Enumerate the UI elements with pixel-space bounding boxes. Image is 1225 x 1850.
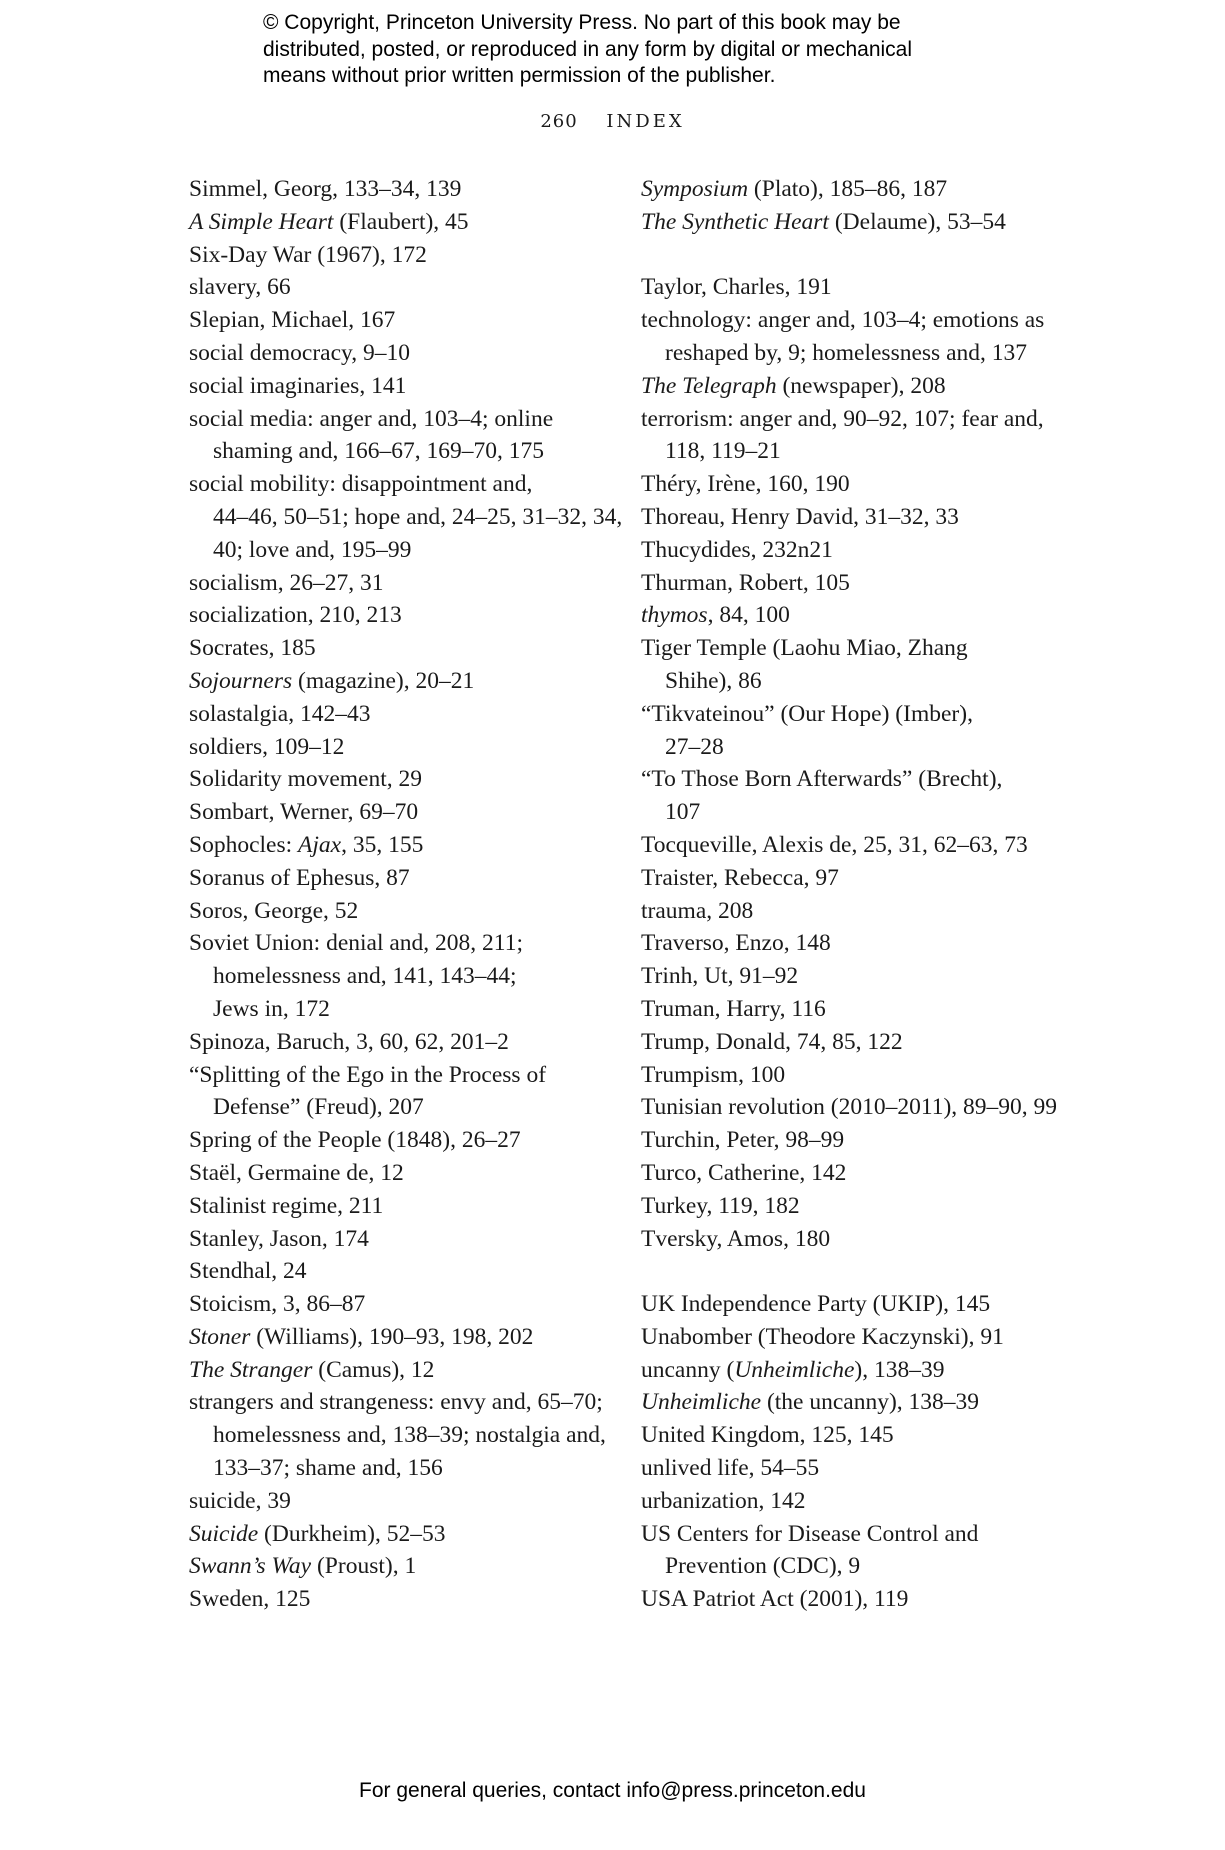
index-entry-line: [189, 1223, 609, 1256]
index-entry-line: [641, 567, 1071, 600]
index-entry: [641, 895, 1071, 928]
entry-text: Trump, Donald, 74, 85, 122: [641, 1028, 903, 1055]
index-entry: [641, 1288, 1071, 1321]
index-entry-line: [641, 370, 1071, 403]
entry-text: Staël, Germaine de, 12: [189, 1159, 404, 1186]
index-entry-line: [189, 271, 609, 304]
index-entry-continuation: 133–37; shame and, 156: [213, 1455, 443, 1482]
index-entry-line: [189, 698, 609, 731]
index-entry-line: [189, 1354, 609, 1387]
entry-text: strangers and strangeness: envy and, 65–70;: [189, 1389, 603, 1416]
index-entry-line: [189, 1124, 609, 1157]
entry-text: Taylor, Charles, 191: [641, 274, 832, 301]
entry-text: Turchin, Peter, 98–99: [641, 1127, 845, 1154]
index-entry-line: [189, 1288, 609, 1321]
index-entry-line: [189, 1157, 609, 1190]
index-entry-line: [641, 206, 1071, 239]
index-entry-line: [641, 1321, 1071, 1354]
entry-text: (Durkheim), 52–53: [258, 1520, 446, 1547]
index-entry-line: [641, 763, 1071, 796]
index-entry-line: [641, 173, 1071, 206]
index-entry-continuation: homelessness and, 141, 143–44;: [213, 963, 517, 990]
index-entry-line: [189, 1059, 609, 1092]
entry-text: terrorism: anger and, 90–92, 107; fear and,: [641, 405, 1044, 432]
index-entry-line: [641, 1124, 1071, 1157]
entry-text: Trumpism, 100: [641, 1061, 786, 1088]
index-entry-continuation: Defense” (Freud), 207: [213, 1094, 424, 1121]
index-entry-continuation: 44–46, 50–51; hope and, 24–25, 31–32, 34,: [213, 503, 623, 530]
index-entry: [189, 1190, 609, 1223]
index-entry: [189, 173, 609, 206]
entry-text: Six-Day War (1967), 172: [189, 241, 427, 268]
index-entry-line: [641, 1583, 1071, 1616]
entry-text: Spring of the People (1848), 26–27: [189, 1127, 521, 1154]
index-entry: [189, 1550, 609, 1583]
index-entry: [641, 1452, 1071, 1485]
footer-contact: For general queries, contact info@press.princeton.edu: [359, 1779, 866, 1802]
index-entry: [641, 862, 1071, 895]
index-entry: [189, 862, 609, 895]
entry-title-italic: thymos: [641, 602, 708, 629]
index-entry: [641, 173, 1071, 206]
index-entry-line: [641, 1518, 1071, 1551]
index-entry: [641, 1190, 1071, 1223]
entry-text: USA Patriot Act (2001), 119: [641, 1586, 909, 1613]
index-entry: [189, 239, 609, 272]
index-entry: [641, 1485, 1071, 1518]
index-entry-line: [641, 1026, 1071, 1059]
entry-title-italic: The Synthetic Heart: [641, 208, 829, 235]
index-entry-line: [641, 1059, 1071, 1092]
index-entry-line: [641, 1157, 1071, 1190]
index-column-right: [641, 173, 1071, 1616]
copyright-line: © Copyright, Princeton University Press. No part of this book may be: [263, 11, 901, 34]
index-entry-line: [641, 1223, 1071, 1256]
index-entry-continuation: homelessness and, 138–39; nostalgia and,: [213, 1422, 606, 1449]
entry-text: Soviet Union: denial and, 208, 211;: [189, 930, 523, 957]
entry-title-italic: Unheimliche: [641, 1389, 762, 1416]
index-entry: [641, 206, 1071, 239]
entry-prefix: uncanny (: [641, 1356, 735, 1383]
entry-text: US Centers for Disease Control and: [641, 1520, 979, 1547]
index-entry-line: [189, 1583, 609, 1616]
index-entry-line: [641, 501, 1071, 534]
entry-text: (Plato), 185–86, 187: [748, 176, 948, 202]
index-entry-line: [641, 960, 1071, 993]
index-entry: [189, 1026, 609, 1059]
index-entry-line: [189, 206, 609, 239]
entry-text: Tiger Temple (Laohu Miao, Zhang: [641, 635, 968, 662]
index-entry: [189, 1485, 609, 1518]
entry-text: trauma, 208: [641, 897, 754, 924]
index-entry-line: [641, 1386, 1071, 1419]
running-head: [0, 111, 1225, 132]
index-entry-line: [189, 1190, 609, 1223]
index-entry: [641, 698, 1071, 764]
index-entry-line: [189, 468, 609, 501]
index-entry: [641, 1386, 1071, 1419]
index-entry: [641, 403, 1071, 469]
entry-text: Sweden, 125: [189, 1586, 311, 1613]
index-entry: [641, 960, 1071, 993]
index-entry-line: [189, 862, 609, 895]
index-entry: [641, 1157, 1071, 1190]
index-entry: [189, 1354, 609, 1387]
index-entry-line: [641, 599, 1071, 632]
index-entry-line: [189, 370, 609, 403]
index-column-left: [189, 173, 623, 1616]
index-entry: [189, 796, 609, 829]
index-entry-continuation: Jews in, 172: [213, 995, 330, 1022]
index-entry-line: [641, 895, 1071, 928]
index-entry-line: [189, 173, 609, 206]
entry-text: Théry, Irène, 160, 190: [641, 471, 850, 498]
index-entry-continuation: shaming and, 166–67, 169–70, 175: [213, 438, 544, 465]
entry-prefix: Sophocles:: [189, 831, 299, 858]
index-entry-line: [189, 1321, 609, 1354]
index-entry-line: [641, 1419, 1071, 1452]
index-entry-line: [189, 403, 609, 436]
entry-text: Soranus of Ephesus, 87: [189, 864, 410, 891]
index-entry-line: [189, 304, 609, 337]
index-entry-line: [641, 304, 1071, 337]
index-entry: [189, 1124, 609, 1157]
index-entry-line: [641, 534, 1071, 567]
entry-text: (Camus), 12: [312, 1356, 435, 1383]
index-entry: [641, 1091, 1071, 1124]
index-entry-line: [641, 1485, 1071, 1518]
index-entry: [641, 1419, 1071, 1452]
entry-text: Stendhal, 24: [189, 1258, 307, 1285]
entry-text: Slepian, Michael, 167: [189, 307, 396, 334]
index-entry-line: [189, 1386, 609, 1419]
index-entry-continuation: 118, 119–21: [665, 438, 781, 465]
entry-text: Unabomber (Theodore Kaczynski), 91: [641, 1323, 1004, 1350]
entry-text: Thurman, Robert, 105: [641, 569, 850, 596]
index-entry: [641, 1583, 1071, 1616]
entry-text: (Proust), 1: [311, 1553, 417, 1580]
entry-title-italic: Stoner: [189, 1323, 251, 1350]
index-entry: [641, 1223, 1071, 1256]
index-entry-line: [641, 1452, 1071, 1485]
index-entry: [189, 1288, 609, 1321]
entry-text: Sombart, Werner, 69–70: [189, 799, 419, 826]
index-entry: [189, 599, 609, 632]
index-entry-line: [189, 1255, 609, 1288]
index-entry: [641, 1124, 1071, 1157]
index-entry-line: [641, 632, 1071, 665]
index-entry: [641, 1321, 1071, 1354]
index-entry-continuation: 27–28: [665, 733, 724, 760]
index-entry-line: [641, 403, 1071, 436]
index-entry-line: [189, 1485, 609, 1518]
entry-text: United Kingdom, 125, 145: [641, 1422, 894, 1449]
index-entry: [189, 206, 609, 239]
entry-text: suicide, 39: [189, 1487, 291, 1514]
entry-text: social media: anger and, 103–4; online: [189, 405, 554, 432]
entry-text: social imaginaries, 141: [189, 372, 407, 399]
entry-title-italic: Suicide: [189, 1520, 259, 1547]
entry-text: Tocqueville, Alexis de, 25, 31, 62–63, 73: [641, 831, 1028, 858]
index-entry-line: [189, 895, 609, 928]
entry-text: Trinh, Ut, 91–92: [641, 963, 799, 990]
index-entry: [641, 1026, 1071, 1059]
page-number: 260: [540, 111, 578, 132]
index-entry-continuation: 40; love and, 195–99: [213, 536, 412, 563]
index-entry: [641, 1518, 1071, 1584]
index-entry: [189, 698, 609, 731]
index-entry-line: [641, 1354, 1071, 1387]
entry-text: , 35, 155: [341, 831, 424, 858]
entry-text: (magazine), 20–21: [292, 667, 475, 694]
entry-text: , 84, 100: [707, 602, 790, 629]
entry-text: Soros, George, 52: [189, 897, 359, 924]
index-entry-continuation: reshaped by, 9; homelessness and, 137: [665, 339, 1028, 366]
index-entry: [189, 337, 609, 370]
index-entry: [641, 632, 1071, 698]
copyright-line: distributed, posted, or reproduced in any form by digital or mechanical: [263, 37, 913, 61]
index-entry: [641, 534, 1071, 567]
index-entry-continuation: 107: [665, 799, 701, 826]
entry-text: Turkey, 119, 182: [641, 1192, 800, 1219]
entry-text: Stalinist regime, 211: [189, 1192, 384, 1219]
index-entry-continuation: Shihe), 86: [665, 667, 762, 694]
index-entry-line: [189, 567, 609, 600]
index-entry-line: [189, 599, 609, 632]
index-entry: [641, 927, 1071, 960]
index-entry: [641, 993, 1071, 1026]
index-entry-line: [641, 927, 1071, 960]
entry-text: Solidarity movement, 29: [189, 766, 423, 793]
index-entry-line: [641, 1288, 1071, 1321]
index-entry-line: [189, 337, 609, 370]
index-entry: [189, 1223, 609, 1256]
index-entry: [189, 403, 609, 469]
index-entry: [189, 1059, 609, 1125]
index-entry-line: [189, 665, 609, 698]
entry-text: social mobility: disappointment and,: [189, 471, 533, 498]
entry-text: (newspaper), 208: [776, 372, 946, 399]
index-entry: [641, 370, 1071, 403]
entry-text: Traverso, Enzo, 148: [641, 930, 831, 957]
entry-text: Spinoza, Baruch, 3, 60, 62, 201–2: [189, 1028, 509, 1055]
index-entry: [189, 1518, 609, 1551]
entry-text: Tunisian revolution (2010–2011), 89–90, 99: [641, 1094, 1058, 1121]
index-entry-line: [641, 862, 1071, 895]
index-entry-line: [641, 993, 1071, 1026]
entry-text: “Tikvateinou” (Our Hope) (Imber),: [641, 700, 973, 727]
entry-text: Thucydides, 232n21: [641, 536, 833, 563]
entry-text: Simmel, Georg, 133–34, 139: [189, 176, 462, 202]
index-entry: [641, 567, 1071, 600]
entry-title-italic: A Simple Heart: [189, 208, 334, 235]
entry-title-italic: Ajax: [298, 831, 342, 858]
entry-title-italic: Symposium: [641, 176, 749, 202]
entry-text: (Flaubert), 45: [333, 208, 469, 235]
index-entry: [189, 370, 609, 403]
entry-text: Thoreau, Henry David, 31–32, 33: [641, 503, 959, 530]
index-entry: [189, 1583, 609, 1616]
index-entry: [641, 1354, 1071, 1387]
entry-text: technology: anger and, 103–4; emotions as: [641, 307, 1045, 334]
section-title: INDEX: [606, 111, 685, 132]
entry-text: Truman, Harry, 116: [641, 995, 826, 1022]
index-entry-line: [641, 1091, 1071, 1124]
index-entry-line: [189, 763, 609, 796]
index-entry: [189, 1157, 609, 1190]
index-entry: [641, 763, 1071, 829]
index-entry: [189, 927, 609, 1025]
index-entry-line: [641, 1190, 1071, 1223]
copyright-line: means without prior written permission of the publisher.: [263, 64, 776, 87]
index-entry: [641, 304, 1071, 370]
entry-text: socialization, 210, 213: [189, 602, 402, 629]
index-entry: [189, 1321, 609, 1354]
index-entry-line: [189, 829, 609, 862]
entry-text: “Splitting of the Ego in the Process of: [189, 1061, 547, 1088]
entry-text: slavery, 66: [189, 274, 291, 301]
entry-title-italic: The Telegraph: [641, 372, 777, 399]
entry-text: soldiers, 109–12: [189, 733, 345, 760]
index-entry-line: [641, 698, 1071, 731]
index-entry-line: [189, 632, 609, 665]
entry-text: socialism, 26–27, 31: [189, 569, 384, 596]
entry-text: (the uncanny), 138–39: [761, 1389, 980, 1416]
index-entry-line: [189, 1026, 609, 1059]
index-entry-line: [189, 796, 609, 829]
entry-text: unlived life, 54–55: [641, 1455, 820, 1482]
index-entry: [641, 501, 1071, 534]
entry-text: UK Independence Party (UKIP), 145: [641, 1291, 991, 1318]
index-entry: [189, 895, 609, 928]
entry-text: social democracy, 9–10: [189, 339, 410, 366]
index-entry: [641, 829, 1071, 862]
entry-text: (Delaume), 53–54: [828, 208, 1006, 235]
index-entry: [641, 1059, 1071, 1092]
entry-text: Socrates, 185: [189, 635, 316, 662]
index-entry: [189, 1255, 609, 1288]
entry-text: urbanization, 142: [641, 1487, 806, 1514]
index-entry: [641, 468, 1071, 501]
entry-title-italic: The Stranger: [189, 1356, 313, 1383]
entry-text: Stoicism, 3, 86–87: [189, 1291, 366, 1318]
index-entry: [641, 599, 1071, 632]
index-entry: [189, 763, 609, 796]
index-entry-line: [641, 468, 1071, 501]
index-entry: [189, 567, 609, 600]
entry-title-italic: Swann’s Way: [189, 1553, 312, 1580]
index-entry-line: [189, 1518, 609, 1551]
entry-text: Turco, Catherine, 142: [641, 1159, 847, 1186]
index-entry-line: [641, 271, 1071, 304]
copyright-notice: [263, 10, 1023, 90]
entry-title-italic: Unheimliche: [734, 1356, 855, 1383]
letter-section-gap: [641, 1255, 1071, 1288]
index-entry: [641, 271, 1071, 304]
index-entry: [189, 271, 609, 304]
index-entry: [189, 468, 623, 566]
index-entry: [189, 731, 609, 764]
entry-title-italic: Sojourners: [189, 667, 293, 694]
index-entry-line: [189, 239, 609, 272]
index-entry-line: [189, 731, 609, 764]
index-entry-line: [189, 1550, 609, 1583]
entry-text: Tversky, Amos, 180: [641, 1225, 831, 1252]
index-entry-line: [641, 829, 1071, 862]
entry-text: Stanley, Jason, 174: [189, 1225, 369, 1252]
entry-text: “To Those Born Afterwards” (Brecht),: [641, 766, 1003, 793]
index-entry: [189, 632, 609, 665]
index-entry-line: [189, 927, 609, 960]
index-entry-continuation: Prevention (CDC), 9: [665, 1553, 861, 1580]
entry-text: solastalgia, 142–43: [189, 700, 371, 727]
entry-text: ), 138–39: [854, 1356, 945, 1383]
index-entry: [189, 1386, 609, 1484]
letter-section-gap: [641, 239, 1071, 272]
entry-text: (Williams), 190–93, 198, 202: [250, 1323, 534, 1350]
index-entry: [189, 304, 609, 337]
index-entry: [189, 665, 609, 698]
entry-text: Traister, Rebecca, 97: [641, 864, 839, 891]
index-entry: [189, 829, 609, 862]
